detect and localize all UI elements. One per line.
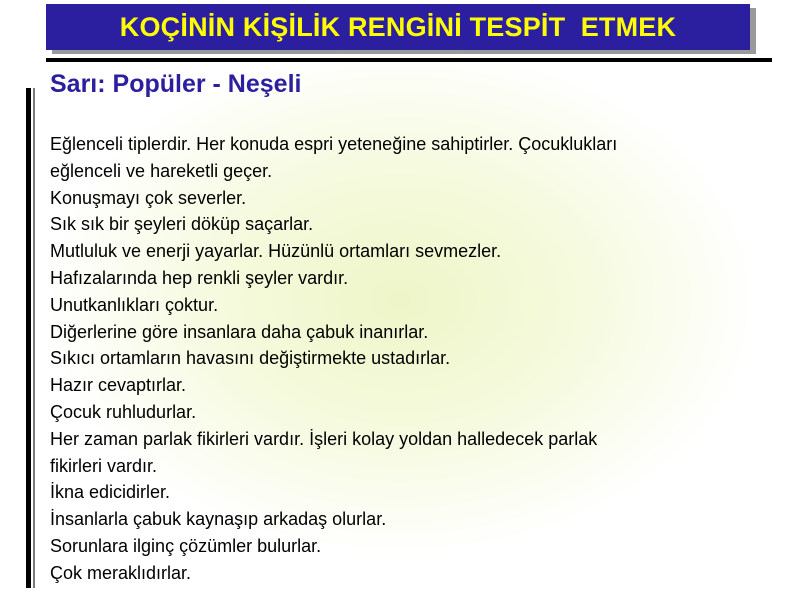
content-line: Unutkanlıkları çoktur. <box>50 294 219 315</box>
content-list <box>50 131 770 587</box>
content-line: fikirleri vardır. <box>50 455 158 476</box>
content-line: Hazır cevaptırlar. <box>50 375 187 396</box>
content-line: İkna edicidirler. <box>50 482 171 503</box>
content-line: eğlenceli ve hareketli geçer. <box>50 160 273 181</box>
content-line: Sık sık bir şeyleri döküp saçarlar. <box>50 214 314 235</box>
left-accent-bar-shadow <box>33 88 35 588</box>
left-accent-bar <box>26 88 31 588</box>
title-underline <box>46 58 772 62</box>
content-line: Hafızalarında hep renkli şeyler vardır. <box>50 267 349 288</box>
slide-title: KOÇİNİN KİŞİLİK RENGİNİ TESPİT ETMEK <box>119 11 677 42</box>
content-line: Çok meraklıdırlar. <box>50 562 192 583</box>
content-line: Her zaman parlak fikirleri vardır. İşleri kolay yoldan halledecek parlak <box>50 428 598 449</box>
content-line: İnsanlarla çabuk kaynaşıp arkadaş olurlar. <box>50 509 387 530</box>
content-line: Konuşmayı çok severler. <box>50 187 247 208</box>
content-line: Diğerlerine göre insanlara daha çabuk inanırlar. <box>50 321 429 342</box>
slide-subtitle: Sarı: Popüler - Neşeli <box>50 70 302 98</box>
content-line: Sıkıcı ortamların havasını değiştirmekte ustadırlar. <box>50 348 451 369</box>
content-line: Sorunlara ilginç çözümler bulurlar. <box>50 535 322 556</box>
content-line: Çocuk ruhludurlar. <box>50 401 197 422</box>
title-banner <box>46 4 750 50</box>
content-line: Eğlenceli tiplerdir. Her konuda espri yeteneğine sahiptirler. Çocuklukları <box>50 134 618 154</box>
content-line: Mutluluk ve enerji yayarlar. Hüzünlü ortamları sevmezler. <box>50 241 502 262</box>
